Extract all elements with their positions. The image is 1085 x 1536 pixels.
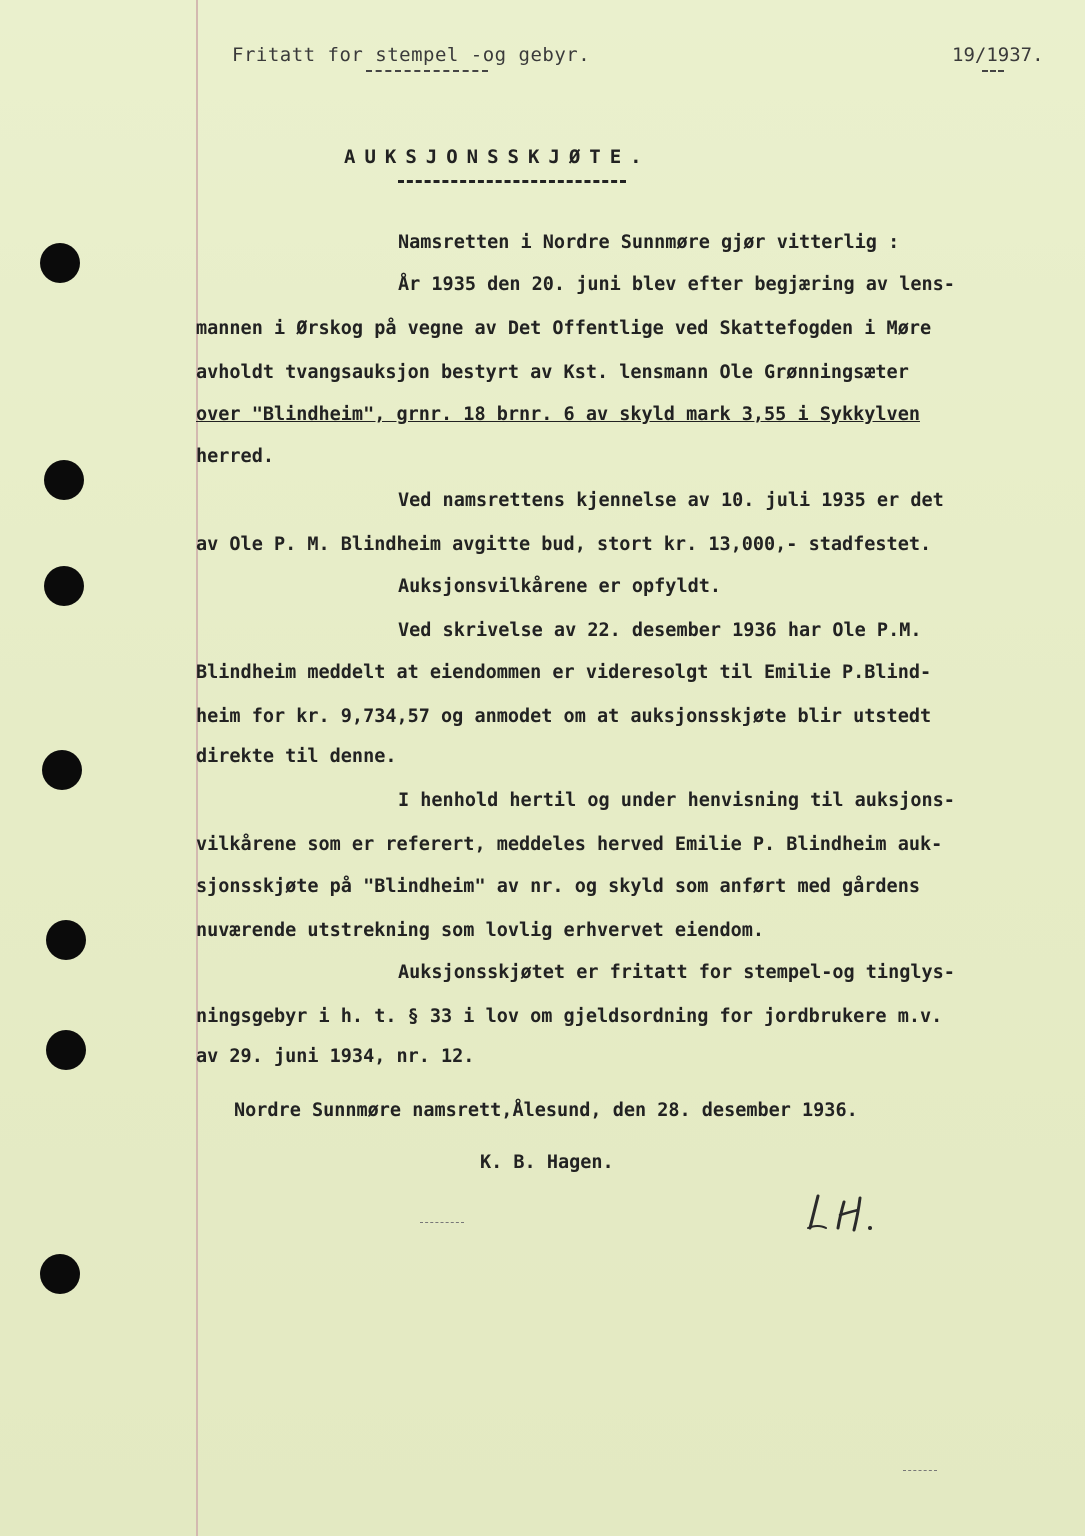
body-line: Auksjonsskjøtet er fritatt for stempel-og tinglys- <box>398 962 955 983</box>
faint-dash <box>420 1222 464 1223</box>
body-line: År 1935 den 20. juni blev efter begjæring av lens- <box>398 274 955 295</box>
body-line: direkte til denne. <box>196 746 397 767</box>
body-line: mannen i Ørskog på vegne av Det Offentlige ved Skattefogden i Møre <box>196 318 932 339</box>
margin-line <box>196 0 198 1536</box>
signatory-name: K. B. Hagen. <box>480 1152 614 1173</box>
body-line: Ved namsrettens kjennelse av 10. juli 1935 er det <box>398 490 944 511</box>
body-line: over "Blindheim", grnr. 18 brnr. 6 av skyld mark 3,55 i Sykkylven <box>196 404 920 425</box>
punch-hole <box>44 460 84 500</box>
handwritten-initials <box>800 1188 890 1248</box>
body-line: I henhold hertil og under henvisning til auksjons- <box>398 790 955 811</box>
body-line: av Ole P. M. Blindheim avgitte bud, stort kr. 13,000,- stadfestet. <box>196 534 932 555</box>
body-line: Blindheim meddelt at eiendommen er videresolgt til Emilie P.Blind- <box>196 662 932 683</box>
punch-hole <box>46 920 86 960</box>
punch-hole <box>44 566 84 606</box>
initials-signature <box>800 1188 890 1238</box>
body-line: nuværende utstrekning som lovlig erhvervet eiendom. <box>196 920 765 941</box>
body-line: Namsretten i Nordre Sunnmøre gjør vitterlig : <box>398 232 900 253</box>
exemption-note: Fritatt for stempel -og gebyr. <box>232 44 591 66</box>
title-underline <box>398 180 626 183</box>
body-line: Auksjonsvilkårene er opfyldt. <box>398 576 722 597</box>
body-line: av 29. juni 1934, nr. 12. <box>196 1046 475 1067</box>
body-line: heim for kr. 9,734,57 og anmodet om at auksjonsskjøte blir utstedt <box>196 706 932 727</box>
faint-dash <box>903 1470 937 1471</box>
punch-hole <box>42 750 82 790</box>
body-line: vilkårene som er referert, meddeles herved Emilie P. Blindheim auk- <box>196 834 943 855</box>
document-title: AUKSJONSSKJØTE. <box>344 146 651 168</box>
punch-hole <box>40 1254 80 1294</box>
punch-hole <box>46 1030 86 1070</box>
body-line: ningsgebyr i h. t. § 33 i lov om gjeldsordning for jordbrukere m.v. <box>196 1006 943 1027</box>
punch-hole <box>40 243 80 283</box>
closing-place-date: Nordre Sunnmøre namsrett,Ålesund, den 28. desember 1936. <box>234 1100 858 1121</box>
reference-underline <box>982 70 1004 72</box>
exemption-note-underline <box>366 70 488 72</box>
body-line: herred. <box>196 446 274 467</box>
body-line: Ved skrivelse av 22. desember 1936 har Ole P.M. <box>398 620 922 641</box>
body-line: avholdt tvangsauksjon bestyrt av Kst. lensmann Ole Grønningsæter <box>196 362 909 383</box>
body-line: sjonsskjøte på "Blindheim" av nr. og skyld som anført med gårdens <box>196 876 920 897</box>
document-reference: 19/1937. <box>952 44 1044 66</box>
